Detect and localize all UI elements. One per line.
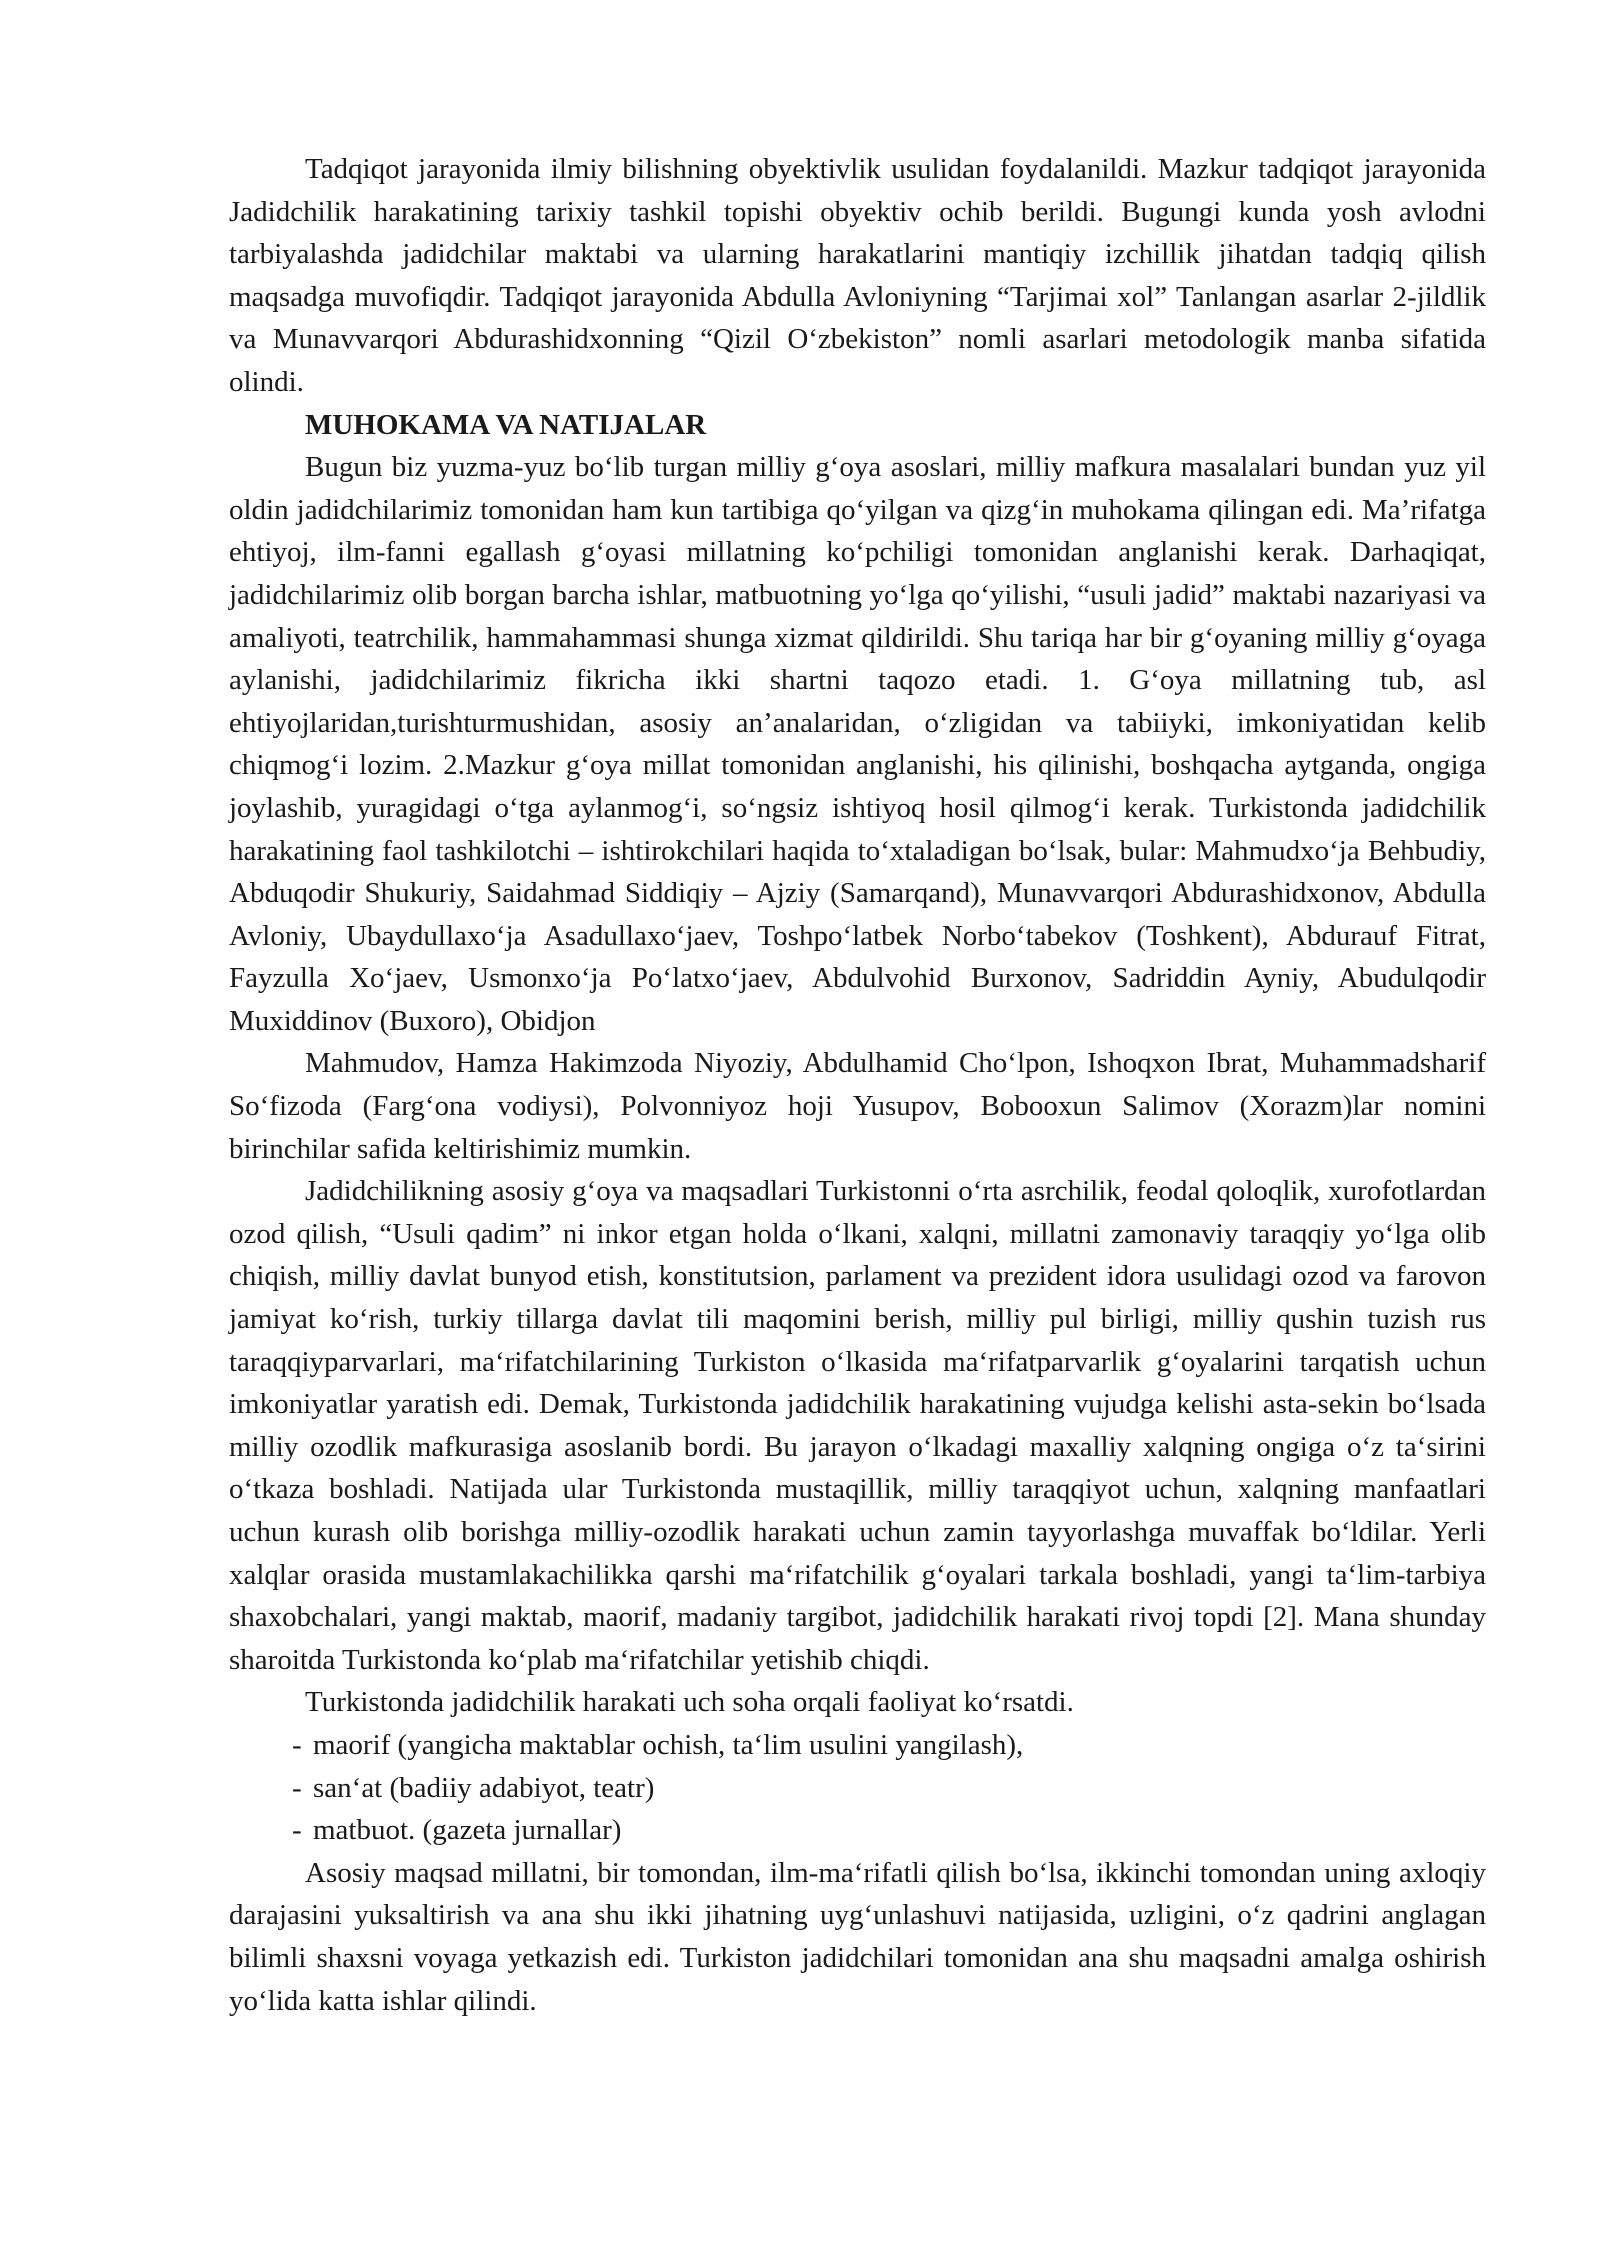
list-marker: - [292, 1728, 302, 1761]
fields-list [229, 1724, 1486, 1852]
paragraph-methodology: Tadqiqot jarayonida ilmiy bilishning obyektivlik usulidan foydalanildi. Mazkur tadqiqot jarayonida Jadidchilik harakatining tarixiy tashkil topishi obyektiv ochib berildi. Bugungi kunda yosh avlodni tarbiyalashda jadidchilar maktabi va ularning harakatlarini mantiqiy izchillik jihatdan tadqiq qilish maqsadga muvofiqdir. Tadqiqot jarayonida Abdulla Avloniyning “Tarjimai xol” Tanlangan asarlar 2-jildlik va Munavvarqori Abdurashidxonning “Qizil O‘zbekiston” nomli asarlari metodologik manba sifatida olindi. [229, 153, 1486, 398]
list-item-text: matbuot. (gazeta jurnallar) [313, 1814, 622, 1847]
paragraph-discussion: Bugun biz yuzma-yuz bo‘lib turgan milliy g‘oya asoslari, milliy mafkura masalalari bundan yuz yil oldin jadidchilarimiz tomonidan ham kun tartibiga qo‘yilgan va qizg‘in muhokama qilingan edi. Ma’rifatga ehtiyoj, ilm-fanni egallash g‘oyasi millatning ko‘pchiligi tomonidan anglanishi kerak. Darhaqiqat, jadidchilarimiz olib borgan barcha ishlar, matbuotning yo‘lga qo‘yilishi, “usuli jadid” maktabi nazariyasi va amaliyoti, teatrchilik, hammahammasi shunga xizmat qildirildi. Shu tariqa har bir g‘oyaning milliy g‘oyaga aylanishi, jadidchilarimiz fikricha ikki shartni taqozo etadi. 1. G‘oya millatning tub, asl ehtiyojlaridan,turishturmushidan, asosiy an’analaridan, o‘zligidan va tabiiyki, imkoniyatidan kelib chiqmog‘i lozim. 2.Mazkur g‘oya millat tomonidan anglanishi, his qilinishi, boshqacha aytganda, ongiga joylashib, yuragidagi o‘tga aylanmog‘i, so‘ngsiz ishtiyoq hosil qilmog‘i kerak. Turkistonda jadidchilik harakatining faol tashkilotchi – ishtirokchilari haqida to‘xtaladigan bo‘lsak, bular: Mahmudxo‘ja Behbudiy, Abduqodir Shukuriy, Saidahmad Siddiqiy – Ajziy (Samarqand), Munavvarqori Abdurashidxonov, Abdulla Avloniy, Ubaydullaxo‘ja Asadullaxo‘jaev, Toshpo‘latbek Norbo‘tabekov (Toshkent), Abdurauf Fitrat, Fayzulla Xo‘jaev, Usmonxo‘ja Po‘latxo‘jaev, Abdulvohid Burxonov, Sadriddin Ayniy, Abudulqodir Muxiddinov (Buxoro), Obidjon [229, 451, 1486, 1037]
paragraph-names-continued: Mahmudov, Hamza Hakimzoda Niyoziy, Abdulhamid Cho‘lpon, Ishoqxon Ibrat, Muhammadsharif So‘fizoda (Farg‘ona vodiysi), Polvonniyoz hoji Yusupov, Bobooxun Salimov (Xorazm)lar nomini birinchilar safida keltirishimiz mumkin. [229, 1047, 1486, 1165]
list-item [292, 1724, 1486, 1767]
list-marker: - [292, 1771, 302, 1804]
list-item-text: san‘at (badiiy adabiyot, teatr) [313, 1771, 655, 1804]
document-page [229, 148, 1486, 2022]
paragraph-main-goal: Asosiy maqsad millatni, bir tomondan, ilm-ma‘rifatli qilish bo‘lsa, ikkinchi tomondan uning axloqiy darajasini yuksaltirish va ana shu ikki jihatning uyg‘unlashuvi natijasida, uzligini, o‘z qadrini anglagan bilimli shaxsni voyaga yetkazish edi. Turkiston jadidchilari tomonidan ana shu maqsadni amalga oshirish yo‘lida katta ishlar qilindi. [229, 1856, 1486, 2017]
paragraph-goals: Jadidchilikning asosiy g‘oya va maqsadlari Turkistonni o‘rta asrchilik, feodal qoloqlik, xurofotlardan ozod qilish, “Usuli qadim” ni inkor etgan holda o‘lkani, xalqni, millatni zamonaviy taraqqiy yo‘lga olib chiqish, milliy davlat bunyod etish, konstitutsion, parlament va prezident idora usulidagi ozod va farovon jamiyat ko‘rish, turkiy tillarga davlat tili maqomini berish, milliy pul birligi, milliy qushin tuzish rus taraqqiyparvarlari, ma‘rifatchilarining Turkiston o‘lkasida ma‘rifatparvarlik g‘oyalarini tarqatish uchun imkoniyatlar yaratish edi. Demak, Turkistonda jadidchilik harakatining vujudga kelishi asta-sekin bo‘lsada milliy ozodlik mafkurasiga asoslanib bordi. Bu jarayon o‘lkadagi maxalliy xalqning ongiga o‘z ta‘sirini o‘tkaza boshladi. Natijada ular Turkistonda mustaqillik, milliy taraqqiyot uchun, xalqning manfaatlari uchun kurash olib borishga milliy-ozodlik harakati uchun zamin tayyorlashga muvaffak bo‘ldilar. Yerli xalqlar orasida mustamlakachilikka qarshi ma‘rifatchilik g‘oyalari tarkala boshladi, yangi ta‘lim-tarbiya shaxobchalari, yangi maktab, maorif, madaniy targibot, jadidchilik harakati rivoj topdi [2]. Mana shunday sharoitda Turkistonda ko‘plab ma‘rifatchilar yetishib chiqdi. [229, 1175, 1486, 1676]
list-item-text: maorif (yangicha maktablar ochish, ta‘lim usulini yangilash), [313, 1728, 1024, 1761]
list-item [292, 1767, 1486, 1810]
list-item [292, 1809, 1486, 1852]
list-marker: - [292, 1814, 302, 1847]
paragraph-three-fields: Turkistonda jadidchilik harakati uch soha orqali faoliyat ko‘rsatdi. [305, 1686, 1074, 1719]
section-heading: MUHOKAMA VA NATIJALAR [305, 408, 707, 441]
